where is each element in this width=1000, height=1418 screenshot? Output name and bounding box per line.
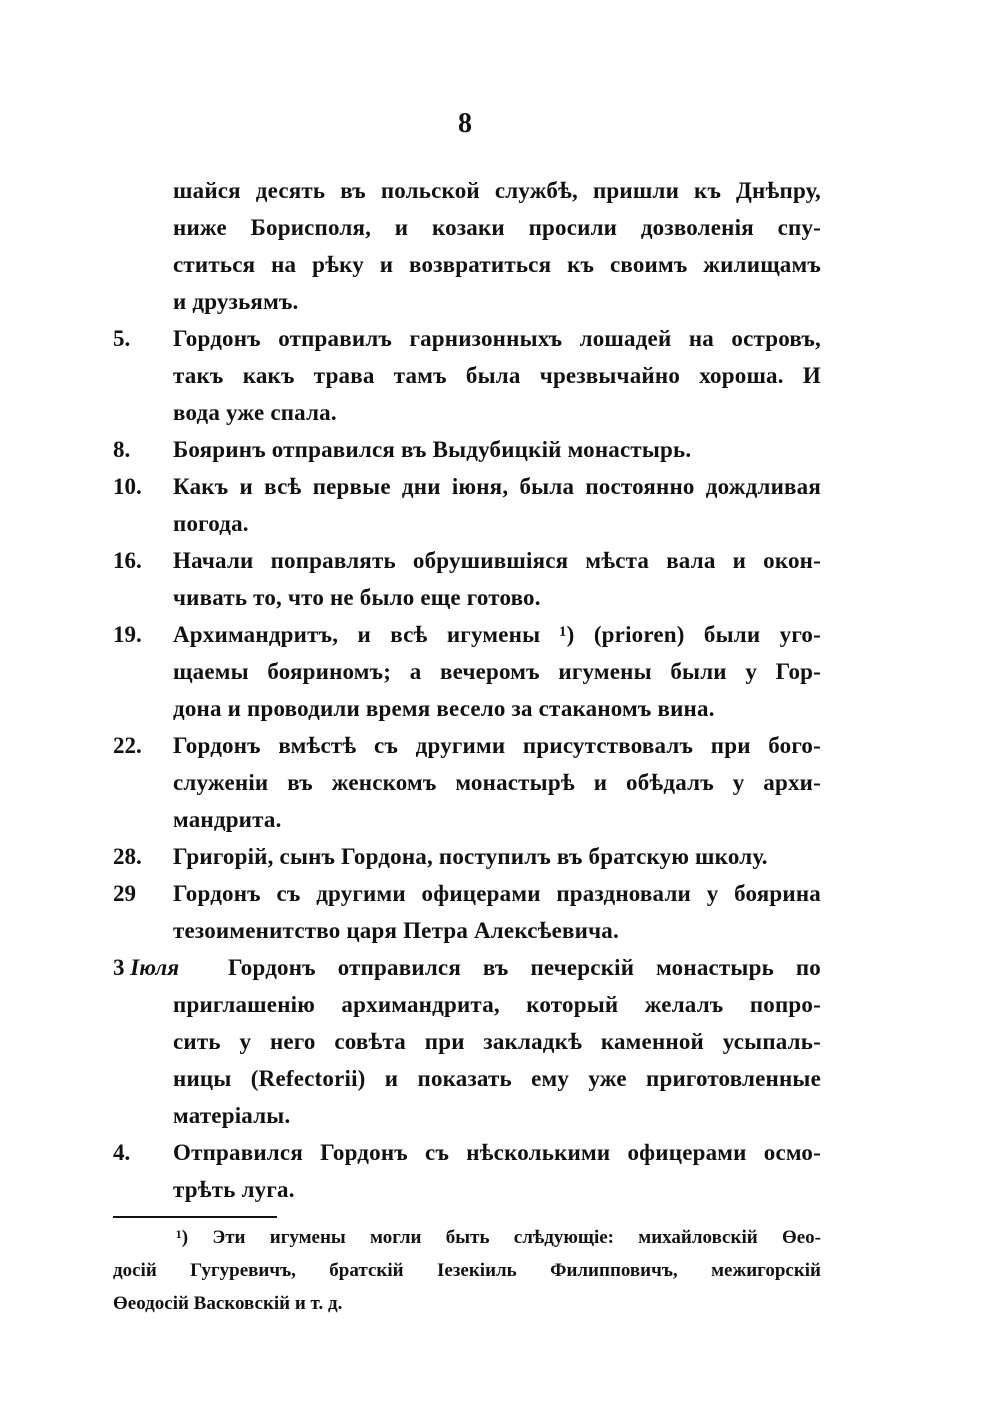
text-line: мандрита. — [173, 807, 282, 832]
entry-day: 3 — [113, 955, 125, 980]
entry-date — [113, 875, 173, 912]
text-line: сить у него совѣта при закладкѣ каменной усыпаль- — [173, 1029, 821, 1054]
entry-date — [113, 1134, 173, 1171]
entry-day: 28. — [113, 844, 142, 869]
entry-day: 5. — [113, 326, 131, 351]
text-line: чивать то, что не было еще готово. — [173, 585, 541, 610]
entry-day: 16. — [113, 548, 142, 573]
entry-date — [113, 949, 180, 986]
text-line: шайся десять въ польской службѣ, пришли къ Днѣпру, — [173, 178, 821, 203]
footnote-line: Өеодосій Васковскій и т. д. — [113, 1293, 343, 1314]
text-line: приглашенію архимандрита, который желалъ попро- — [173, 992, 821, 1017]
text-line: Гордонъ отправилъ гарнизонныхъ лошадей на островъ, — [173, 326, 821, 351]
text-line: матеріалы. — [173, 1103, 291, 1128]
entry-date — [113, 727, 173, 764]
text-line: Бояринъ отправился въ Выдубицкій монастырь. — [173, 437, 692, 462]
entry-date — [113, 838, 173, 875]
text-line: погода. — [173, 511, 249, 536]
text-line: щаемы бояриномъ; а вечеромъ игумены были у Гор- — [173, 659, 821, 684]
entry-date — [113, 320, 173, 357]
text-line: дона и проводили время весело за стаканомъ вина. — [173, 696, 715, 721]
text-line: и друзьямъ. — [173, 289, 299, 314]
entry-day: 4. — [113, 1140, 131, 1165]
entry-day: 10. — [113, 474, 142, 499]
footnote-line: досій Гугуревичъ, братскій Іезекіиль Филипповичъ, межигорскій — [113, 1260, 821, 1281]
entry-day: 22. — [113, 733, 142, 758]
entry-day: 8. — [113, 437, 131, 462]
entry-date — [113, 431, 173, 468]
entry-date — [113, 542, 173, 579]
text-line: трѣть луга. — [173, 1177, 295, 1202]
text-line: такъ какъ трава тамъ была чрезвычайно хороша. И — [173, 363, 821, 388]
text-line: ниже Борисполя, и козаки просили дозволенія спу- — [173, 215, 821, 240]
entry-date — [113, 468, 173, 505]
text-line: вода уже спала. — [173, 400, 337, 425]
text-line: ститься на рѣку и возвратиться къ своимъ жилищамъ — [173, 252, 821, 277]
text-line: Григорій, сынъ Гордона, поступилъ въ братскую школу. — [173, 844, 768, 869]
text-line: Гордонъ отправился въ печерскій монастырь по — [228, 955, 821, 980]
footnote-divider — [113, 1216, 277, 1218]
entry-month: Іюля — [130, 955, 180, 980]
text-line: Отправился Гордонъ съ нѣсколькими офицерами осмо- — [173, 1140, 821, 1165]
text-line: Гордонъ съ другими офицерами праздновали у боярина — [173, 881, 821, 906]
entry-day: 19. — [113, 622, 142, 647]
text-line: Гордонъ вмѣстѣ съ другими присутствовалъ при бого- — [173, 733, 821, 758]
page-number: 8 — [458, 108, 472, 139]
text-line: служеніи въ женскомъ монастырѣ и обѣдалъ у архи- — [173, 770, 821, 795]
text-line: Начали поправлять обрушившіяся мѣста вала и окон- — [173, 548, 821, 573]
text-line: Архимандритъ, и всѣ игумены ¹) (prioren) были уго- — [173, 622, 821, 647]
footnote-line: ¹) Эти игумены могли быть слѣдующіе: михайловскій Өео- — [176, 1227, 821, 1248]
entry-date — [113, 616, 173, 653]
text-line: Какъ и всѣ первые дни іюня, была постоянно дождливая — [173, 474, 821, 499]
text-line: ницы (Refectorii) и показать ему уже приготовленные — [173, 1066, 821, 1091]
text-line: тезоименитство царя Петра Алексѣевича. — [173, 918, 619, 943]
entry-day: 29 — [113, 881, 136, 906]
